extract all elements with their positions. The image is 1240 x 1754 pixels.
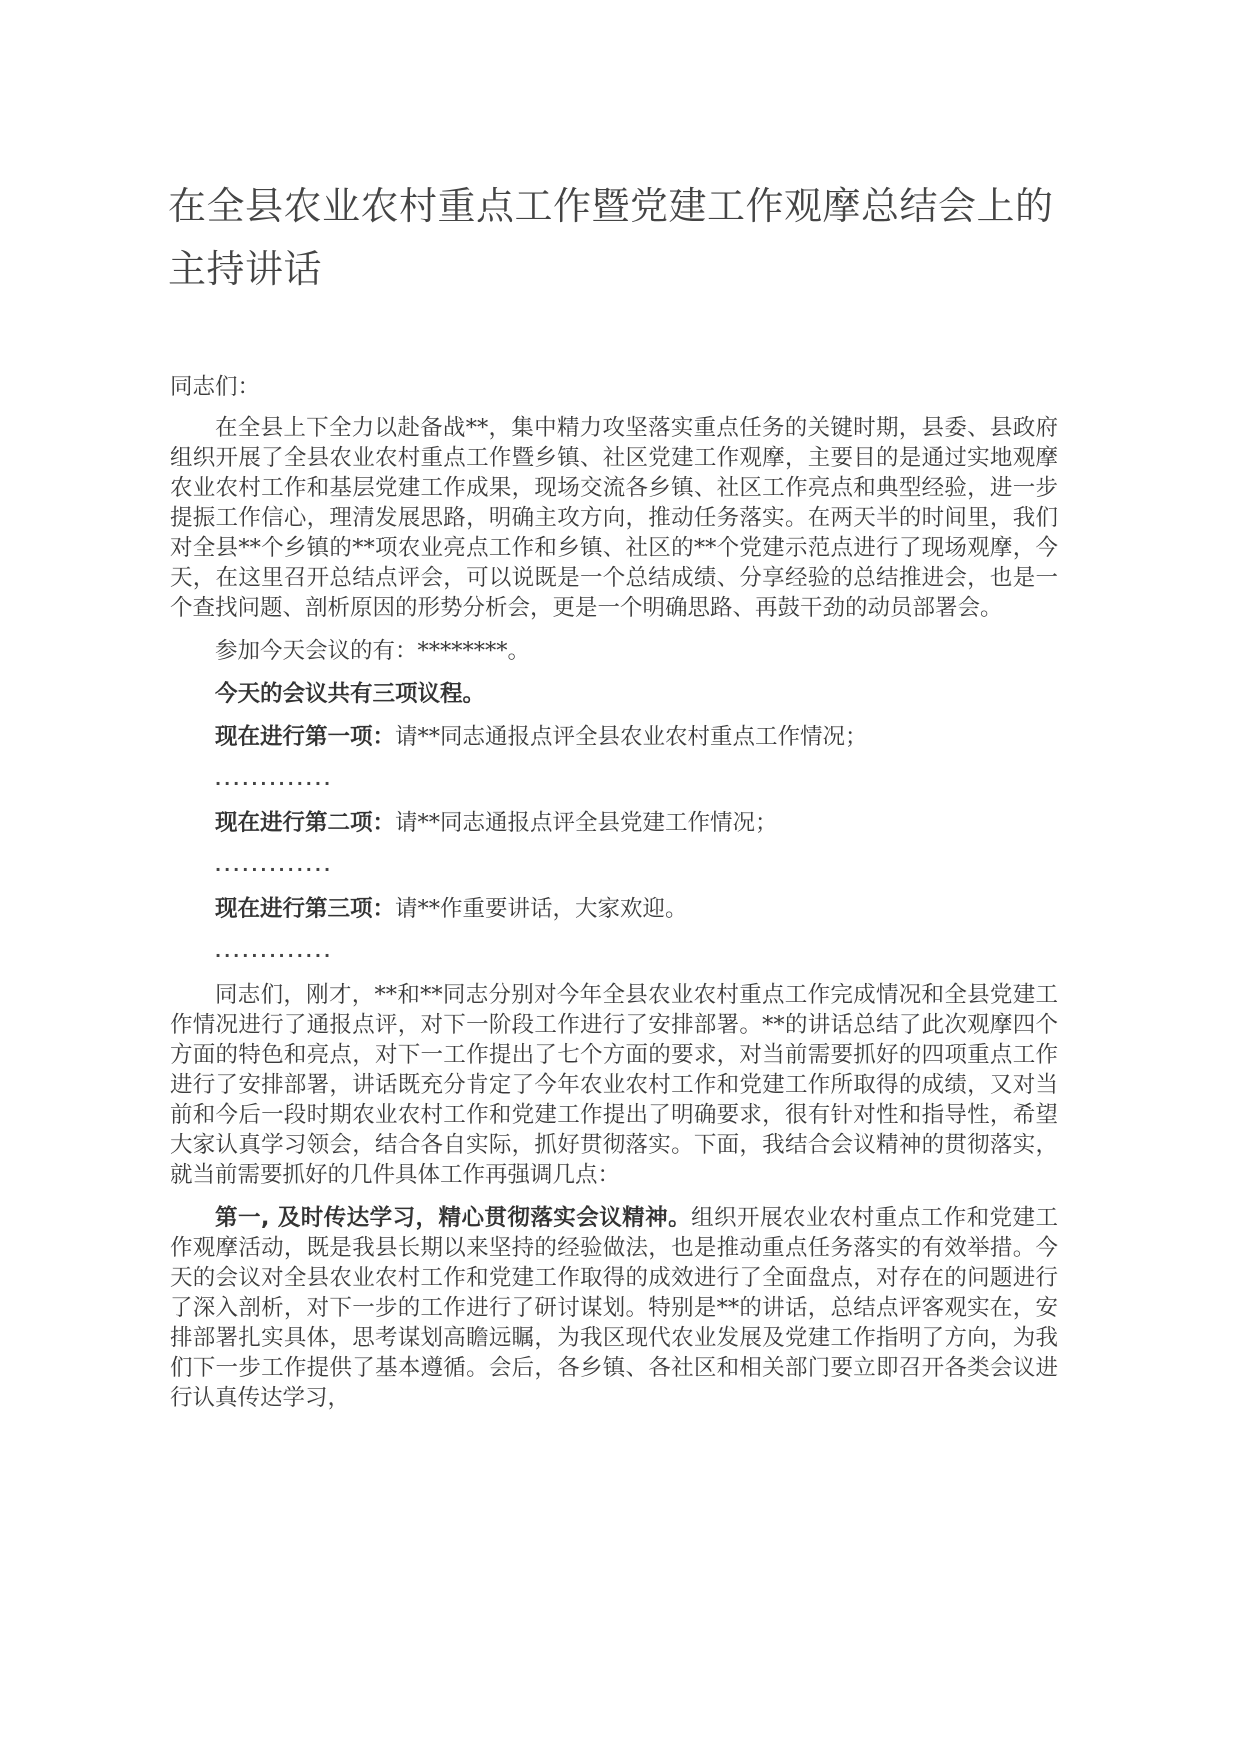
document-title bbox=[168, 175, 1068, 301]
point-1-text: 组织开展农业农村重点工作和党建工作观摩活动，既是我县长期以来坚持的经验做法，也是推动重点任务落实的有效举措。今天的会议对全县农业农村工作和党建工作取得的成效进行了全面盘点，对存在的问题进行了深入剖析，对下一步的工作进行了研讨谋划。特别是**的讲话，总结点评客观实在，安排部署扎实具体，思考谋划高瞻远瞩，为我区现代农业发展及党建工作指明了方向，为我们下一步工作提供了基本遵循。会后，各乡镇、各社区和相关部门要立即召开各类会议进行认真传达学习， bbox=[170, 1205, 1058, 1411]
intro-paragraph: 在全县上下全力以赴备战**，集中精力攻坚落实重点任务的关键时期，县委、县政府组织开展了全县农业农村重点工作暨乡镇、社区党建工作观摩，主要目的是通过实地观摩农业农村工作和基层党建工作成果，现场交流各乡镇、社区工作亮点和典型经验，进一步提振工作信心，理清发展思路，明确主攻方向，推动任务落实。在两天半的时间里，我们对全县**个乡镇的**项农业亮点工作和乡镇、社区的**个党建示范点进行了现场观摩，今天，在这里召开总结点评会，可以说既是一个总结成绩、分享经验的总结推进会，也是一个查找问题、剖析原因的形势分析会，更是一个明确思路、再鼓干劲的动员部署会。 bbox=[170, 415, 1058, 621]
document-body bbox=[170, 372, 1058, 1413]
title-line-1: 在全县农业农村重点工作暨党建工作观摩总结会上的 bbox=[168, 184, 1054, 228]
ellipsis-divider: ............. bbox=[215, 942, 334, 961]
agenda-item-text: 请**作重要讲话，大家欢迎。 bbox=[395, 896, 688, 922]
agenda-item-1 bbox=[170, 722, 1058, 752]
agenda-item-label: 现在进行第一项： bbox=[215, 724, 396, 750]
agenda-item-3 bbox=[170, 894, 1058, 924]
agenda-intro: 今天的会议共有三项议程。 bbox=[215, 681, 486, 707]
ellipsis-divider: ............. bbox=[215, 856, 334, 875]
agenda-item-label: 现在进行第二项： bbox=[215, 810, 396, 836]
point-1-heading: 第一, 及时传达学习，精心贯彻落实会议精神。 bbox=[215, 1205, 692, 1231]
title-line-2: 主持讲话 bbox=[168, 247, 323, 291]
attendees-line: 参加今天会议的有：********。 bbox=[215, 638, 531, 664]
agenda-item-2 bbox=[170, 808, 1058, 838]
agenda-item-label: 现在进行第三项： bbox=[215, 896, 396, 922]
agenda-item-text: 请**同志通报点评全县党建工作情况； bbox=[395, 810, 778, 836]
point-1-paragraph bbox=[170, 1203, 1058, 1413]
summary-paragraph: 同志们，刚才，**和**同志分别对今年全县农业农村重点工作完成情况和全县党建工作情况进行了通报点评，对下一阶段工作进行了安排部署。**的讲话总结了此次观摩四个方面的特色和亮点，对下一工作提出了七个方面的要求，对当前需要抓好的四项重点工作进行了安排部署，讲话既充分肯定了今年农业农村工作和党建工作所取得的成绩，又对当前和今后一段时期农业农村工作和党建工作提出了明确要求，很有针对性和指导性，希望大家认真学习领会，结合各自实际，抓好贯彻落实。下面，我结合会议精神的贯彻落实，就当前需要抓好的几件具体工作再强调几点： bbox=[170, 982, 1058, 1188]
agenda-item-text: 请**同志通报点评全县农业农村重点工作情况； bbox=[395, 724, 868, 750]
ellipsis-divider: ............. bbox=[215, 770, 334, 789]
salutation: 同志们： bbox=[170, 374, 261, 400]
